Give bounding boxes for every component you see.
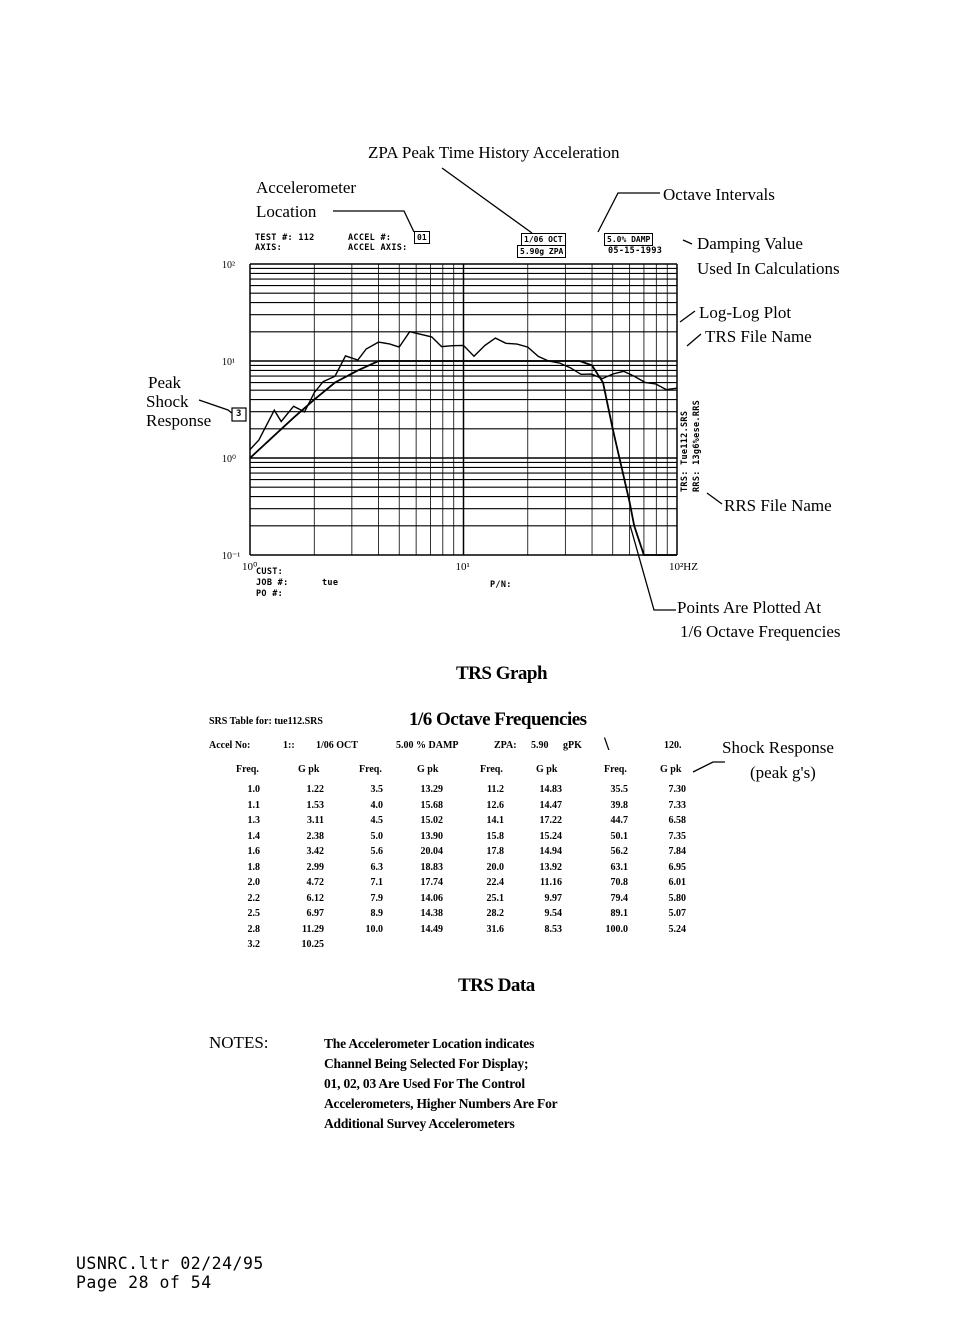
table-gpk-cell: 20.04 <box>420 846 443 857</box>
table-damp: 5.00 % DAMP <box>396 740 459 751</box>
table-freq-cell: 31.6 <box>486 923 504 935</box>
chart-test-label: TEST #: 112 <box>255 233 315 243</box>
chart-po-label: PO #: <box>256 589 284 599</box>
table-gpk-cell: 18.83 <box>420 861 443 873</box>
table-freq-cell: 2.5 <box>247 908 260 919</box>
chart-cust-label: CUST: <box>256 567 284 577</box>
peak-shock-annotation-line3: Response <box>146 411 212 430</box>
table-gpk-cell: 6.01 <box>668 877 686 888</box>
leader-damping <box>683 240 692 244</box>
table-gpk-cell: 1.53 <box>306 799 324 811</box>
y-tick-label: 10² <box>222 260 235 271</box>
table-gpk-cell: 14.94 <box>539 846 562 857</box>
table-gpk-cell: 2.99 <box>306 861 324 873</box>
srs-table-for: SRS Table for: tue112.SRS <box>209 716 323 727</box>
table-freq-cell: 5.0 <box>370 830 383 842</box>
table-freq-cell: 4.0 <box>370 799 383 811</box>
notes-line-3: 01, 02, 03 Are Used For The Control <box>324 1076 525 1091</box>
table-freq-cell: 7.1 <box>370 877 383 888</box>
notes-line-2: Channel Being Selected For Display; <box>324 1056 529 1071</box>
table-gpk-cell: 14.47 <box>539 799 562 811</box>
table-freq-cell: 17.8 <box>486 846 504 857</box>
chart-axis-label: AXIS: <box>255 243 283 253</box>
y-tick-label: 10⁻¹ <box>222 551 241 562</box>
table-freq-cell: 56.2 <box>610 846 628 857</box>
table-zpa-label: ZPA: <box>494 740 517 751</box>
table-gpk-cell: 6.95 <box>668 861 686 873</box>
table-freq-cell: 1.8 <box>247 861 260 873</box>
table-header: Freq. <box>604 764 627 775</box>
table-freq-cell: 20.0 <box>486 861 504 873</box>
chart-zpa-box: 5.90g ZPA <box>517 245 566 258</box>
table-freq-cell: 4.5 <box>370 815 383 826</box>
table-gpk-cell: 3.42 <box>306 846 324 857</box>
chart-damp-box: 5.0% DAMP <box>604 233 653 246</box>
table-gpk-cell: 7.30 <box>668 784 686 795</box>
table-gpk-cell: 17.74 <box>420 877 443 888</box>
notes-line-5: Additional Survey Accelerometers <box>324 1116 515 1131</box>
table-zpa-unit: gPK <box>563 740 582 751</box>
accel-location-annotation-line2: Location <box>256 202 317 221</box>
points-annotation-line2: 1/6 Octave Frequencies <box>680 622 841 641</box>
table-gpk-cell: 4.72 <box>306 877 324 888</box>
data-title: TRS Data <box>458 975 535 996</box>
trs-file-annotation: TRS File Name <box>705 327 812 346</box>
table-gpk-cell: 14.83 <box>539 784 562 795</box>
table-freq-cell: 15.8 <box>486 830 504 842</box>
table-header: G pk <box>417 764 439 775</box>
table-freq-cell: 3.5 <box>370 784 383 795</box>
leader-trs <box>687 334 701 346</box>
table-title: 1/6 Octave Frequencies <box>409 709 587 730</box>
table-gpk-cell: 5.24 <box>668 923 686 935</box>
table-freq-cell: 10.0 <box>365 923 383 935</box>
y-tick-label: 10¹ <box>222 357 235 368</box>
table-gpk-cell: 9.54 <box>544 908 562 919</box>
table-freq-cell: 12.6 <box>486 799 504 811</box>
x-tick-label: 10¹ <box>455 561 470 573</box>
chart-accel-axis-label: ACCEL AXIS: <box>348 243 408 253</box>
table-gpk-cell: 14.38 <box>420 908 443 919</box>
peak-shock-annotation-line1: Peak <box>148 373 182 392</box>
table-freq-cell: 35.5 <box>610 784 628 795</box>
table-gpk-cell: 15.02 <box>420 815 443 826</box>
table-gpk-cell: 5.07 <box>668 908 686 919</box>
chart-pn-label: P/N: <box>490 580 512 590</box>
table-freq-cell: 2.8 <box>247 923 260 935</box>
table-freq-cell: 50.1 <box>610 830 628 842</box>
leader-octave <box>598 193 660 232</box>
graph-title: TRS Graph <box>456 663 548 684</box>
leader-zpa <box>442 168 532 233</box>
table-gpk-cell: 11.16 <box>540 877 562 888</box>
table-oct: 1/06 OCT <box>316 740 358 751</box>
table-gpk-cell: 1.22 <box>306 784 324 795</box>
chart-oct-box: 1/06 OCT <box>521 233 566 246</box>
table-header: Freq. <box>236 764 259 775</box>
shock-response-annotation-line1: Shock Response <box>722 738 834 757</box>
table-gpk-cell: 5.80 <box>668 892 686 904</box>
table-gpk-cell: 3.11 <box>307 815 324 826</box>
table-slash-mark: \ <box>604 734 610 755</box>
leader-accel <box>333 211 414 232</box>
table-freq-cell: 5.6 <box>370 846 383 857</box>
table-gpk-cell: 7.35 <box>668 830 686 842</box>
peak-shock-annotation-line2: Shock <box>146 392 189 411</box>
table-freq-cell: 2.2 <box>247 892 260 904</box>
table-freq-cell: 79.4 <box>610 892 628 904</box>
table-gpk-cell: 14.49 <box>420 923 443 935</box>
table-gpk-cell: 13.92 <box>539 861 562 873</box>
table-gpk-cell: 8.53 <box>544 923 562 935</box>
table-gpk-cell: 14.06 <box>420 892 443 904</box>
chart-job-label: JOB #: <box>256 578 289 588</box>
table-freq-cell: 14.1 <box>486 815 504 826</box>
peak-marker-value: 3 <box>236 409 242 419</box>
accel-no-label: Accel No: <box>209 740 251 751</box>
accel-location-annotation-line1: Accelerometer <box>256 178 357 197</box>
trs-vertical-label: TRS: Tue112.SRS <box>680 410 690 492</box>
table-freq-cell: 22.4 <box>486 877 504 888</box>
damping-annotation-line2: Used In Calculations <box>697 259 840 278</box>
notes-line-4: Accelerometers, Higher Numbers Are For <box>324 1096 558 1111</box>
table-gpk-cell: 7.33 <box>668 799 686 811</box>
accel-no-value: 1:: <box>283 740 295 751</box>
footer-line-2: Page 28 of 54 <box>76 1273 212 1292</box>
leader-shock <box>693 762 725 772</box>
points-annotation-line1: Points Are Plotted At <box>677 598 822 617</box>
footer-line-1: USNRC.ltr 02/24/95 <box>76 1254 264 1273</box>
table-gpk-cell: 11.29 <box>302 923 324 935</box>
table-freq-cell: 44.7 <box>610 815 628 826</box>
table-freq-cell: 7.9 <box>370 892 383 904</box>
table-gpk-cell: 6.58 <box>668 815 686 826</box>
table-freq-cell: 2.0 <box>247 877 260 888</box>
table-freq-cell: 70.8 <box>610 877 628 888</box>
table-gpk-cell: 13.29 <box>420 784 443 795</box>
leader-loglog <box>680 311 695 322</box>
table-gpk-cell: 6.12 <box>306 892 324 904</box>
x-tick-label: 10⁰ <box>242 561 258 573</box>
table-zpa-value: 5.90 <box>531 740 549 751</box>
loglog-annotation: Log-Log Plot <box>699 303 792 322</box>
table-freq-cell: 1.6 <box>247 846 260 857</box>
chart-job-value: tue <box>322 578 339 588</box>
table-gpk-cell: 2.38 <box>306 830 324 842</box>
table-header: G pk <box>298 764 320 775</box>
notes-label: NOTES: <box>209 1033 269 1052</box>
table-gpk-cell: 15.68 <box>420 799 443 811</box>
shock-response-annotation-line2: (peak g's) <box>750 763 816 782</box>
table-gpk-cell: 17.22 <box>539 815 562 826</box>
table-freq-cell: 89.1 <box>610 908 628 919</box>
table-freq-cell: 100.0 <box>605 923 628 935</box>
table-freq-cell: 39.8 <box>610 799 628 811</box>
table-header: G pk <box>660 764 682 775</box>
chart-date: 05-15-1993 <box>608 246 663 256</box>
chart-accel-label: ACCEL #: <box>348 233 392 243</box>
table-freq-cell: 25.1 <box>486 892 504 904</box>
table-gpk-cell: 13.90 <box>420 830 443 842</box>
table-gpk-cell: 10.25 <box>301 939 324 950</box>
table-value-120: 120. <box>664 740 682 751</box>
chart-accel-value-box: 01 <box>414 231 430 244</box>
table-freq-cell: 1.1 <box>247 799 260 811</box>
octave-intervals-annotation: Octave Intervals <box>663 185 775 204</box>
table-freq-cell: 1.4 <box>247 830 260 842</box>
table-freq-cell: 6.3 <box>370 861 383 873</box>
table-freq-cell: 11.2 <box>487 784 504 795</box>
table-freq-cell: 1.3 <box>247 815 260 826</box>
table-gpk-cell: 6.97 <box>306 908 324 919</box>
table-gpk-cell: 7.84 <box>668 846 686 857</box>
y-tick-label: 10⁰ <box>222 454 237 465</box>
leader-rrs <box>707 493 722 504</box>
table-freq-cell: 63.1 <box>610 861 628 873</box>
table-freq-cell: 1.0 <box>247 784 260 795</box>
table-header: Freq. <box>359 764 382 775</box>
table-gpk-cell: 9.97 <box>544 892 562 904</box>
table-freq-cell: 8.9 <box>370 908 383 919</box>
notes-line-1: The Accelerometer Location indicates <box>324 1036 535 1051</box>
rrs-vertical-label: RRS: 13g6%ese.RRS <box>692 399 702 492</box>
table-header: G pk <box>536 764 558 775</box>
damping-annotation-line1: Damping Value <box>697 234 803 253</box>
table-header: Freq. <box>480 764 503 775</box>
x-tick-label: 10²HZ <box>669 561 698 573</box>
table-gpk-cell: 15.24 <box>539 830 562 842</box>
table-freq-cell: 28.2 <box>486 908 504 919</box>
zpa-annotation: ZPA Peak Time History Acceleration <box>368 143 620 162</box>
table-freq-cell: 3.2 <box>247 939 260 950</box>
rrs-file-annotation: RRS File Name <box>724 496 832 515</box>
